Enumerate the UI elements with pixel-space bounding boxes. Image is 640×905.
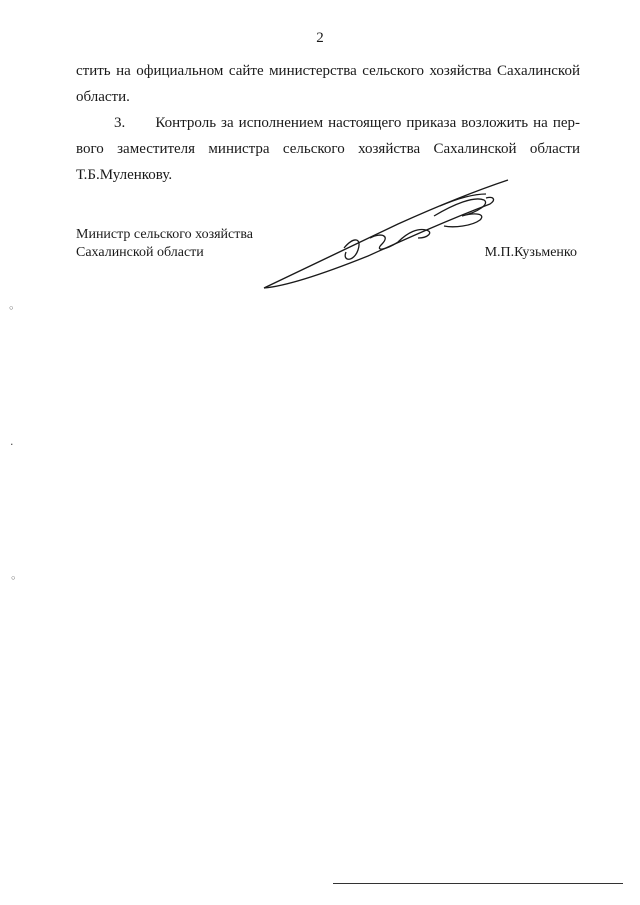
text-line: стить на официальном сайте министерства сельского хозяйства Сахалинской xyxy=(76,63,580,79)
footer-rule xyxy=(333,883,623,884)
scan-mark: ◦ xyxy=(8,302,15,315)
signatory-title-line: Министр сельского хозяйства xyxy=(76,227,253,242)
signatory-title xyxy=(76,226,253,262)
text-line: области. xyxy=(76,89,130,105)
scan-mark: ◦ xyxy=(10,572,17,585)
text-line: Т.Б.Муленкову. xyxy=(76,167,173,183)
signatory-title-line: Сахалинской области xyxy=(76,245,204,260)
paragraph-publication xyxy=(76,58,580,110)
text-line: вого заместителя министра сельского хозяйства Сахалинской области xyxy=(76,141,580,157)
scan-mark: · xyxy=(10,438,14,451)
page-number: 2 xyxy=(316,30,324,46)
handwritten-signature xyxy=(258,176,518,296)
text-line: 3. Контроль за исполнением настоящего приказа возложить на пер- xyxy=(114,115,580,131)
signatory-name: М.П.Кузьменко xyxy=(484,245,577,260)
